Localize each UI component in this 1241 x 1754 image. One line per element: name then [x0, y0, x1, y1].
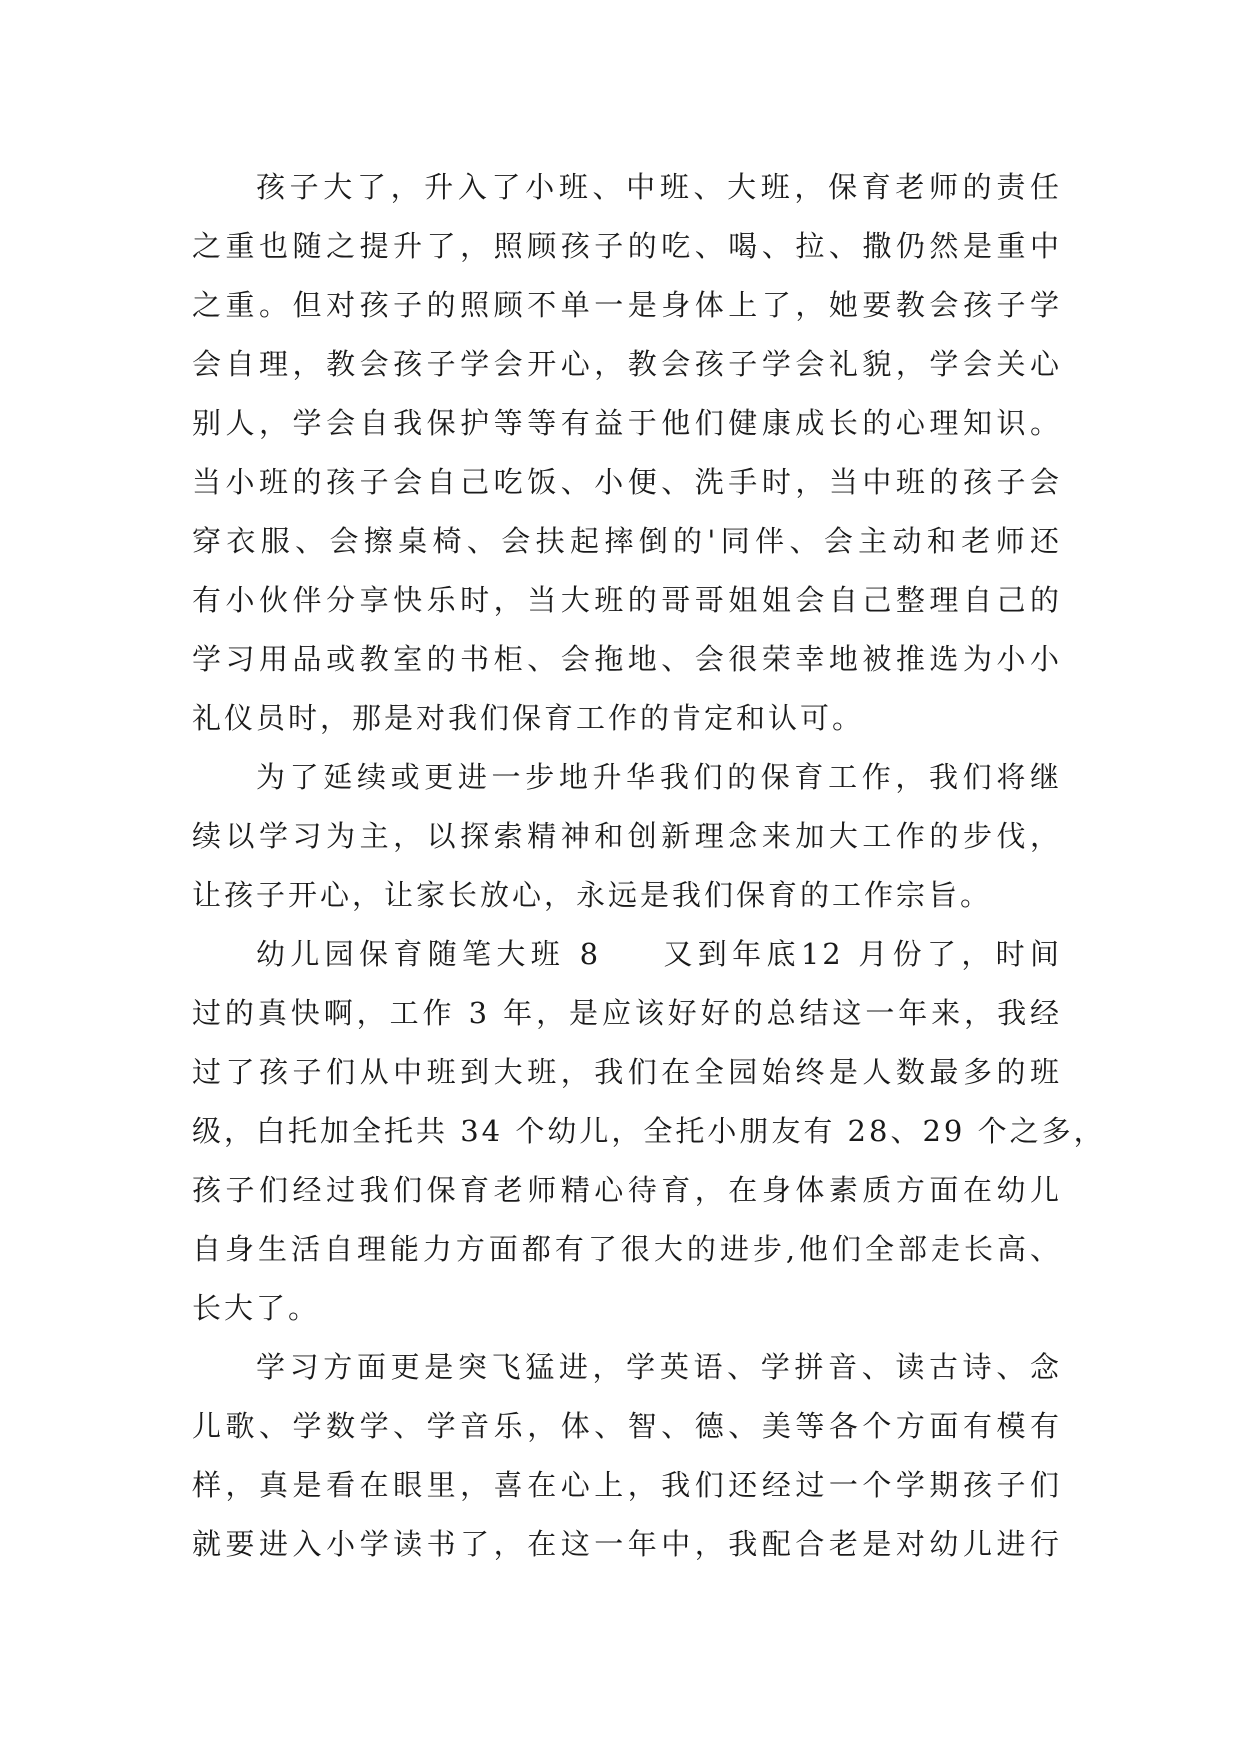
text-line: 过的真快啊，工作 3 年，是应该好好的总结这一年来，我经 [192, 996, 1062, 1030]
text-line: 学习用品或教室的书柜、会拖地、会很荣幸地被推选为小小 [192, 642, 1062, 676]
text-line: 当小班的孩子会自己吃饭、小便、洗手时，当中班的孩子会 [192, 465, 1062, 499]
text-line: 儿歌、学数学、学音乐，体、智、德、美等各个方面有模有 [192, 1409, 1062, 1443]
text-line: 长大了。 [192, 1291, 321, 1325]
text-line: 又到年底12 月份了，时间 [661, 937, 1063, 971]
text-line: 礼仪员时，那是对我们保育工作的肯定和认可。 [192, 701, 865, 735]
text-line: 学习方面更是突飞猛进，学英语、学拼音、读古诗、念 [256, 1350, 1062, 1384]
text-line: 过了孩子们从中班到大班，我们在全园始终是人数最多的班 [192, 1055, 1062, 1089]
text-line: 会自理，教会孩子学会开心，教会孩子学会礼貌，学会关心 [192, 347, 1062, 381]
section-heading: 幼儿园保育随笔大班 8 [256, 937, 602, 971]
text-line: 孩子大了，升入了小班、中班、大班，保育老师的责任 [256, 170, 1062, 204]
text-line: 自身生活自理能力方面都有了很大的进步,他们全部走长高、 [192, 1232, 1062, 1266]
text-line: 续以学习为主，以探索精神和创新理念来加大工作的步伐， [192, 819, 1062, 853]
text-line: 穿衣服、会擦桌椅、会扶起摔倒的'同伴、会主动和老师还 [192, 524, 1062, 558]
document-body [192, 158, 1106, 1574]
text-line: 为了延续或更进一步地升华我们的保育工作，我们将继 [256, 760, 1062, 794]
text-line: 级，白托加全托共 34 个幼儿，全托小朋友有 28、29 个之多， [192, 1114, 1106, 1148]
text-line: 让孩子开心，让家长放心，永远是我们保育的工作宗旨。 [192, 878, 993, 912]
text-line: 之重。但对孩子的照顾不单一是身体上了，她要教会孩子学 [192, 288, 1062, 322]
heading-line [192, 925, 1062, 984]
text-line: 样，真是看在眼里，喜在心上，我们还经过一个学期孩子们 [192, 1468, 1062, 1502]
text-line: 孩子们经过我们保育老师精心待育，在身体素质方面在幼儿 [192, 1173, 1062, 1207]
text-line: 有小伙伴分享快乐时，当大班的哥哥姐姐会自己整理自己的 [192, 583, 1062, 617]
text-line: 别人，学会自我保护等等有益于他们健康成长的心理知识。 [192, 406, 1062, 440]
text-line: 之重也随之提升了，照顾孩子的吃、喝、拉、撒仍然是重中 [192, 229, 1062, 263]
text-line: 就要进入小学读书了，在这一年中，我配合老是对幼儿进行 [192, 1527, 1062, 1561]
